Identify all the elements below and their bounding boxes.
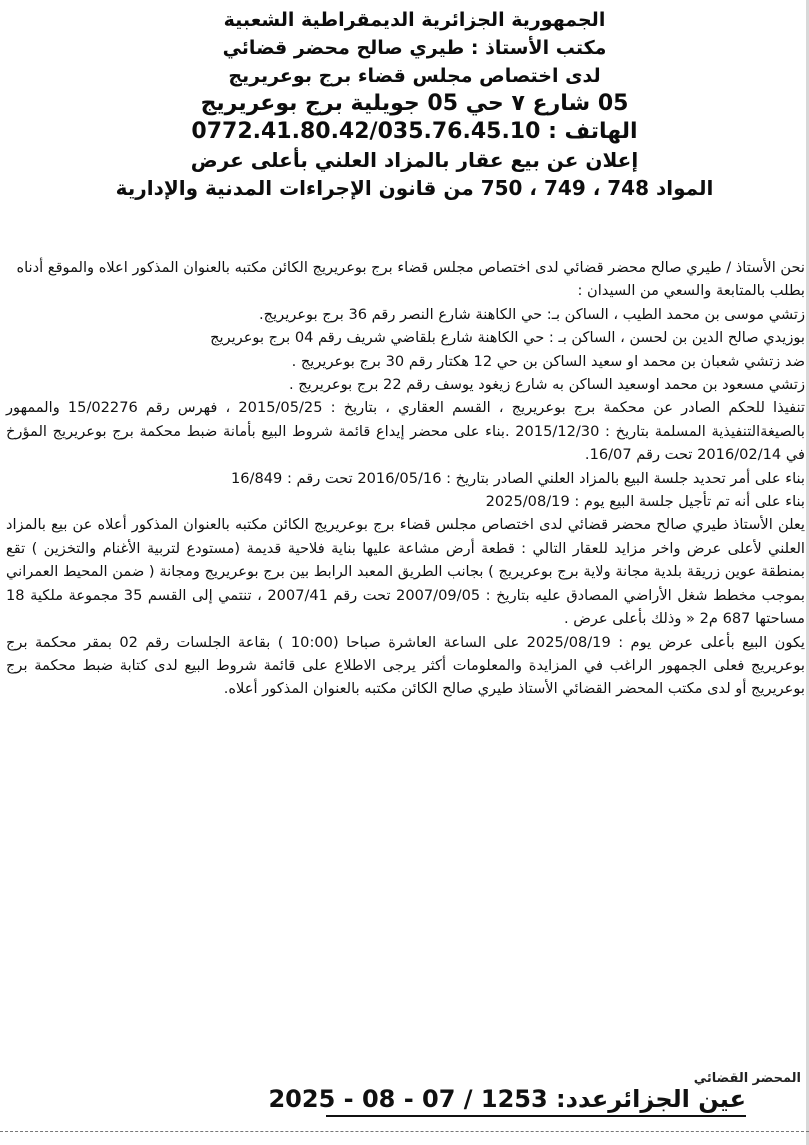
bottom-rule (0, 1131, 809, 1132)
body-paragraph-defendant-2: زتشي مسعود بن محمد اوسعيد الساكن به شارع زيغود يوسف رقم 22 برج بوعريريج . (288, 376, 805, 394)
body-paragraph-plaintiff-2: بوزيدي صالح الدين بن لحسن ، الساكن بـ : حي الكاهنة شارع بلقاضي شريف رقم 04 برج بوعريريج (210, 329, 805, 347)
body-paragraph-order: بناء على أمر تحديد جلسة البيع بالمزاد العلني الصادر بتاريخ : 2016/05/16 تحت رقم : 16/849 (230, 469, 805, 487)
legal-articles: المواد 748 ، 749 ، 750 من قانون الإجراءات المدنية والإدارية (115, 176, 714, 200)
body-paragraph-defendant-1: ضد زتشي شعبان بن محمد او سعيد الساكن بن حي 12 هكتار رقم 30 برج بوعريريج . (291, 352, 805, 370)
phone-numbers: الهاتف : 0772.41.80.42/035.76.45.10 (191, 119, 638, 144)
body-paragraph-intro: نحن الأستاذ / طيري صالح محضر قضائي لدى اختصاص مجلس قضاء برج بوعريريج الكائن مكتبه بالعنوان المذكور اعلاه والموقع أدناه (16, 259, 805, 276)
body-paragraph-request: بطلب بالمتابعة والسعي من السيدان : (577, 282, 805, 300)
notice-title: إعلان عن بيع عقار بالمزاد العلني بأعلى عرض (190, 148, 639, 172)
republic-title: الجمهورية الجزائرية الديمقراطية الشعبية (223, 9, 606, 31)
body-paragraph-property: يعلن الأستاذ طيري صالح محضر قضائي لدى اختصاص مجلس قضاء برج بوعريريج الكائن مكتبه بالعنوان المذكور أعلاه عن بيع بالمزاد العلني لأعلى عرض واخر مزايد للعقار التالي : قطعة أرض مشاعة عليها بناية فلاحية قديمة (مستودع لتربية الأغنام والتخزين ) تقع بمنطقة عوين زريقة بلدية مجانة ولاية برج بوعريريج ) بجانب الطريق المعبد الرابط بين برج بوعريريج ومجانة ( ضمن المحيط العمراني بموجب مخطط شغل الأراضي المصادق عليه بتاريخ : 2007/09/05 تحت رقم 2007/41 ، تنتمي إلى القسم 35 مجموعة ملكية 18 مساحتها 687 م2 « وذلك بأعلى عرض . (6, 516, 805, 628)
office-title: مكتب الأستاذ : طيري صالح محضر قضائي (222, 37, 607, 59)
issue-number: 2025 - 08 - 07 / 1253 (268, 1085, 548, 1113)
notice-body (6, 256, 805, 701)
notice-header (60, 6, 769, 202)
body-paragraph-plaintiff-1: زتشي موسى بن محمد الطيب ، الساكن بـ: حي الكاهنة شارع النصر رقم 36 برج بوعريريج. (259, 305, 805, 323)
issue-label: عين الجزائرعدد: (556, 1085, 746, 1113)
jurisdiction-line: لدى اختصاص مجلس قضاء برج بوعريريج (228, 65, 601, 87)
body-paragraph-judgment: تنفيذا للحكم الصادر عن محكمة برج بوعريريج ، القسم العقاري ، بتاريخ : 2015/05/25 ، فهرس رقم 15/02276 والممهور بالصيغةالتنفيذية المسلمة بتاريخ : 2015/12/30 .بناء على محضر إيداع قائمة شروط البيع بأمانة ضبط محكمة برج بوعريريج المؤرخ في 2016/02/14 تحت رقم 16/07. (6, 399, 805, 464)
office-address: 05 شارع ٧ حي 05 جويلية برج بوعريريج (200, 91, 629, 116)
issue-footer (268, 1085, 746, 1117)
body-paragraph-sale-details: يكون البيع بأعلى عرض يوم : 2025/08/19 على الساعة العاشرة صباحا (10:00 ) بقاعة الجلسات رقم 02 بمقر محكمة برج بوعريريج فعلى الجمهور الراغب في المزايدة والمعلومات أكثر يرجى الاطلاع على قائمة شروط البيع لدى كتابة ضبط محكمة برج بوعريريج أو لدى مكتب المحضر القضائي الأستاذ طيري صالح الكائن مكتبه بالعنوان المذكور أعلاه. (6, 633, 805, 698)
body-paragraph-postponement: بناء على أنه تم تأجيل جلسة البيع يوم : 2025/08/19 (485, 493, 805, 511)
bailiff-signature: المحضر القضائي (693, 1071, 801, 1086)
